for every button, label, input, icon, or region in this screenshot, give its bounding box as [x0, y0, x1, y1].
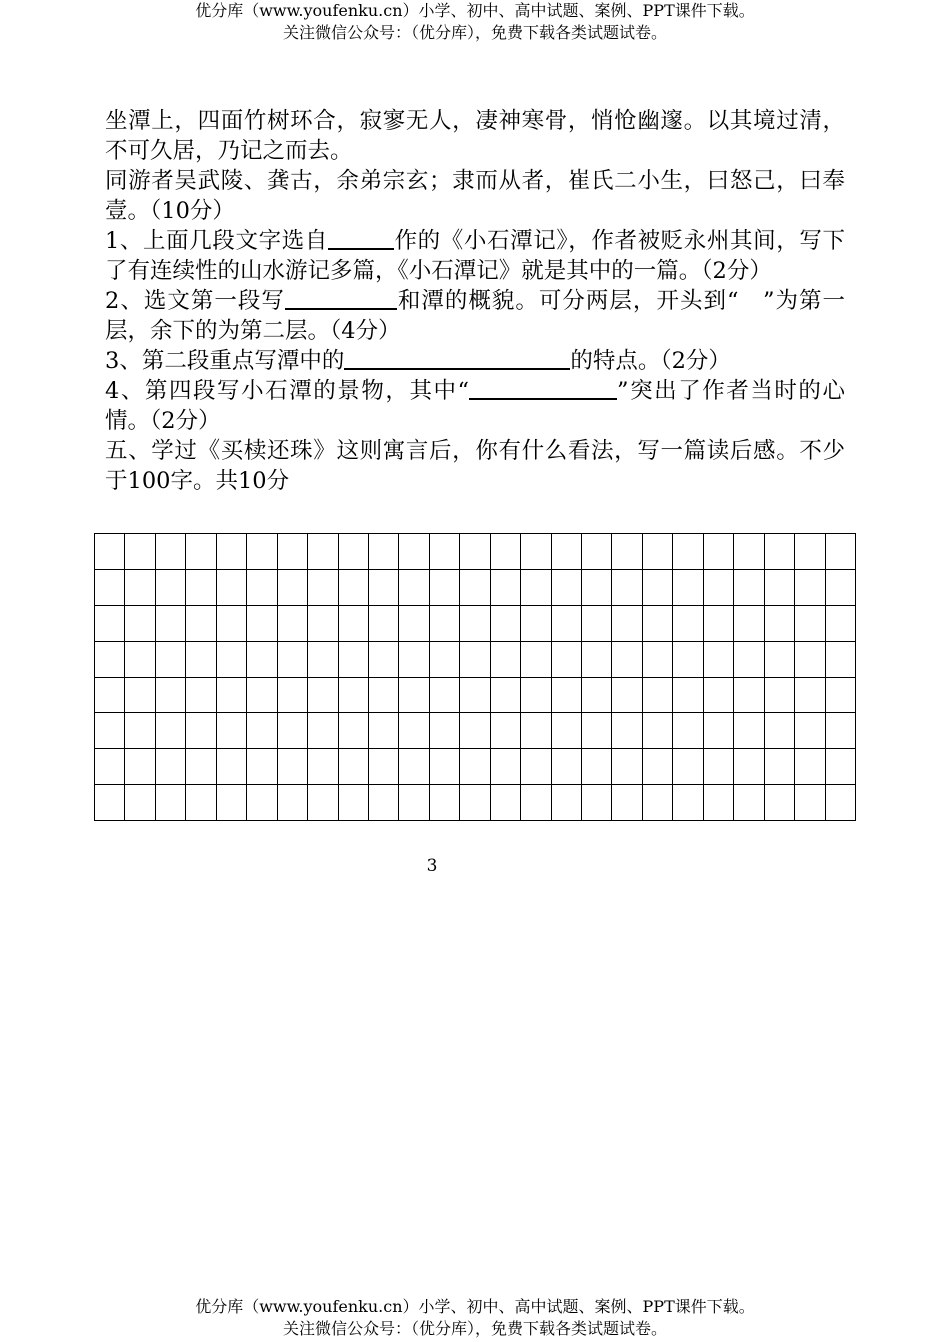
grid-cell[interactable] [460, 713, 490, 749]
grid-cell[interactable] [551, 569, 581, 605]
grid-cell[interactable] [673, 677, 703, 713]
grid-cell[interactable] [247, 713, 277, 749]
grid-cell[interactable] [612, 749, 642, 785]
grid-cell[interactable] [490, 713, 520, 749]
grid-cell[interactable] [764, 677, 794, 713]
grid-cell[interactable] [703, 785, 733, 821]
grid-cell[interactable] [582, 534, 612, 570]
grid-cell[interactable] [155, 534, 185, 570]
grid-cell[interactable] [155, 785, 185, 821]
grid-cell[interactable] [673, 534, 703, 570]
grid-cell[interactable] [582, 605, 612, 641]
grid-cell[interactable] [582, 677, 612, 713]
grid-cell[interactable] [155, 749, 185, 785]
grid-cell[interactable] [490, 677, 520, 713]
grid-cell[interactable] [703, 605, 733, 641]
grid-cell[interactable] [186, 749, 216, 785]
passage-paragraph-1: 坐潭上，四面竹树环合，寂寥无人，凄神寒骨，悄怆幽邃。以其境过清，不可久居，乃记之而去。 [105, 108, 845, 164]
header-line-1: 优分库（www.youfenku.cn）小学、初中、高中试题、案例、PPT课件下载。 [195, 1, 755, 20]
answer-blank-2[interactable] [285, 286, 397, 310]
grid-cell[interactable] [551, 677, 581, 713]
grid-cell[interactable] [216, 569, 246, 605]
grid-cell[interactable] [155, 605, 185, 641]
question-4 [105, 376, 845, 436]
grid-cell[interactable] [764, 713, 794, 749]
grid-cell[interactable] [642, 605, 672, 641]
grid-cell[interactable] [308, 713, 338, 749]
grid-cell[interactable] [825, 749, 856, 785]
grid-cell[interactable] [277, 713, 307, 749]
answer-blank-4[interactable] [469, 376, 617, 400]
grid-cell[interactable] [612, 713, 642, 749]
grid-cell[interactable] [734, 569, 764, 605]
grid-cell[interactable] [551, 749, 581, 785]
grid-cell[interactable] [764, 605, 794, 641]
grid-cell[interactable] [703, 713, 733, 749]
grid-cell[interactable] [521, 785, 551, 821]
question-4-text-a: 4、第四段写小石潭的景物，其中“ [105, 378, 470, 404]
grid-cell[interactable] [368, 605, 398, 641]
grid-cell[interactable] [125, 749, 155, 785]
grid-cell[interactable] [125, 569, 155, 605]
grid-cell[interactable] [216, 605, 246, 641]
grid-cell[interactable] [582, 641, 612, 677]
grid-cell[interactable] [216, 785, 246, 821]
grid-cell[interactable] [642, 785, 672, 821]
grid-cell[interactable] [795, 749, 825, 785]
grid-cell[interactable] [95, 569, 125, 605]
grid-cell[interactable] [521, 641, 551, 677]
question-3 [105, 346, 845, 376]
grid-cell[interactable] [612, 677, 642, 713]
grid-cell[interactable] [429, 785, 459, 821]
footer-line-1: 优分库（www.youfenku.cn）小学、初中、高中试题、案例、PPT课件下载。 [195, 1297, 755, 1316]
grid-cell[interactable] [734, 641, 764, 677]
grid-cell[interactable] [734, 713, 764, 749]
grid-cell[interactable] [95, 749, 125, 785]
grid-cell[interactable] [612, 785, 642, 821]
grid-cell[interactable] [795, 605, 825, 641]
grid-cell[interactable] [521, 569, 551, 605]
grid-cell[interactable] [703, 569, 733, 605]
grid-cell[interactable] [399, 677, 429, 713]
grid-cell[interactable] [825, 641, 856, 677]
grid-cell[interactable] [825, 569, 856, 605]
grid-cell[interactable] [521, 749, 551, 785]
grid-cell[interactable] [216, 677, 246, 713]
grid-cell[interactable] [216, 749, 246, 785]
grid-cell[interactable] [308, 534, 338, 570]
grid-cell[interactable] [399, 641, 429, 677]
grid-cell[interactable] [551, 605, 581, 641]
grid-cell[interactable] [460, 569, 490, 605]
grid-cell[interactable] [490, 641, 520, 677]
grid-cell[interactable] [490, 749, 520, 785]
grid-cell[interactable] [247, 569, 277, 605]
grid-cell[interactable] [764, 569, 794, 605]
grid-cell[interactable] [338, 605, 368, 641]
grid-cell[interactable] [673, 749, 703, 785]
grid-cell[interactable] [247, 749, 277, 785]
answer-blank-1[interactable] [328, 226, 394, 250]
grid-cell[interactable] [216, 641, 246, 677]
answer-blank-3[interactable] [344, 346, 570, 370]
grid-cell[interactable] [186, 641, 216, 677]
grid-cell[interactable] [612, 605, 642, 641]
grid-cell[interactable] [95, 713, 125, 749]
page-number: 3 [426, 856, 438, 876]
grid-cell[interactable] [95, 605, 125, 641]
grid-cell[interactable] [642, 534, 672, 570]
grid-cell[interactable] [582, 569, 612, 605]
grid-cell[interactable] [308, 749, 338, 785]
grid-cell[interactable] [308, 569, 338, 605]
grid-cell[interactable] [490, 785, 520, 821]
writing-grid[interactable] [94, 533, 856, 821]
footer-line-2: 关注微信公众号：（优分库），免费下载各类试题试卷。 [282, 1319, 667, 1338]
grid-cell[interactable] [429, 677, 459, 713]
grid-cell[interactable] [764, 641, 794, 677]
question-3-text-b: 的特点。（2分） [570, 348, 731, 374]
grid-cell[interactable] [825, 605, 856, 641]
question-4-text-b: ”突出了作者当时的心情。（2分） [105, 378, 845, 434]
grid-cell[interactable] [551, 641, 581, 677]
page-footer [0, 1296, 950, 1340]
grid-cell[interactable] [825, 713, 856, 749]
grid-cell[interactable] [521, 605, 551, 641]
grid-cell[interactable] [521, 713, 551, 749]
question-2 [105, 286, 845, 346]
grid-cell[interactable] [460, 785, 490, 821]
grid-cell[interactable] [612, 569, 642, 605]
grid-cell[interactable] [338, 713, 368, 749]
grid-cell[interactable] [308, 641, 338, 677]
grid-cell[interactable] [399, 534, 429, 570]
grid-cell[interactable] [673, 713, 703, 749]
grid-row [95, 749, 856, 785]
grid-cell[interactable] [460, 641, 490, 677]
grid-cell[interactable] [186, 605, 216, 641]
grid-cell[interactable] [582, 785, 612, 821]
grid-cell[interactable] [399, 605, 429, 641]
grid-cell[interactable] [673, 641, 703, 677]
grid-cell[interactable] [490, 569, 520, 605]
grid-cell[interactable] [125, 785, 155, 821]
grid-cell[interactable] [703, 534, 733, 570]
grid-cell[interactable] [460, 677, 490, 713]
grid-cell[interactable] [582, 749, 612, 785]
grid-cell[interactable] [673, 785, 703, 821]
grid-cell[interactable] [551, 534, 581, 570]
grid-cell[interactable] [612, 641, 642, 677]
grid-cell[interactable] [795, 569, 825, 605]
exam-content [105, 106, 845, 496]
grid-cell[interactable] [764, 785, 794, 821]
grid-cell[interactable] [338, 677, 368, 713]
grid-cell[interactable] [795, 534, 825, 570]
grid-cell[interactable] [795, 785, 825, 821]
grid-cell[interactable] [125, 534, 155, 570]
grid-cell[interactable] [764, 534, 794, 570]
grid-cell[interactable] [186, 534, 216, 570]
grid-cell[interactable] [247, 641, 277, 677]
grid-cell[interactable] [277, 534, 307, 570]
grid-row [95, 569, 856, 605]
grid-cell[interactable] [308, 785, 338, 821]
grid-cell[interactable] [734, 749, 764, 785]
grid-cell[interactable] [338, 641, 368, 677]
grid-cell[interactable] [429, 749, 459, 785]
grid-cell[interactable] [308, 677, 338, 713]
grid-cell[interactable] [216, 713, 246, 749]
grid-cell[interactable] [795, 641, 825, 677]
grid-cell[interactable] [277, 569, 307, 605]
grid-cell[interactable] [673, 605, 703, 641]
page-header [0, 0, 950, 44]
grid-cell[interactable] [125, 713, 155, 749]
grid-cell[interactable] [308, 605, 338, 641]
question-1-text-b: 作的《小石潭记》，作者被贬永州其间，写下了有连续性的山水游记多篇，《小石潭记》就是其中的一篇。（2分） [105, 228, 845, 284]
grid-cell[interactable] [734, 785, 764, 821]
grid-cell[interactable] [368, 641, 398, 677]
question-2-text-a: 2、选文第一段写 [105, 288, 285, 314]
grid-cell[interactable] [338, 534, 368, 570]
grid-cell[interactable] [95, 534, 125, 570]
grid-cell[interactable] [551, 785, 581, 821]
question-1-text-a: 1、上面几段文字选自 [105, 228, 328, 254]
grid-cell[interactable] [155, 569, 185, 605]
question-2-text-b: 和潭的概貌。可分两层，开头到“ ”为第一层，余下的为第二层。（4分） [105, 288, 845, 344]
grid-cell[interactable] [399, 713, 429, 749]
grid-cell[interactable] [368, 749, 398, 785]
question-3-text-a: 3、第二段重点写潭中的 [105, 348, 345, 374]
grid-cell[interactable] [368, 569, 398, 605]
grid-cell[interactable] [460, 605, 490, 641]
grid-row [95, 785, 856, 821]
grid-cell[interactable] [429, 605, 459, 641]
grid-cell[interactable] [582, 713, 612, 749]
grid-cell[interactable] [95, 641, 125, 677]
grid-row [95, 605, 856, 641]
grid-cell[interactable] [429, 641, 459, 677]
grid-cell[interactable] [612, 534, 642, 570]
grid-cell[interactable] [703, 749, 733, 785]
grid-cell[interactable] [186, 677, 216, 713]
grid-cell[interactable] [429, 713, 459, 749]
grid-cell[interactable] [490, 534, 520, 570]
grid-cell[interactable] [155, 677, 185, 713]
grid-cell[interactable] [642, 569, 672, 605]
grid-cell[interactable] [734, 677, 764, 713]
passage-paragraph-2: 同游者吴武陵、龚古，余弟宗玄；隶而从者，崔氏二小生，曰怒己，曰奉壹。（10分） [105, 168, 845, 224]
grid-cell[interactable] [521, 534, 551, 570]
grid-cell[interactable] [734, 605, 764, 641]
header-line-2: 关注微信公众号：（优分库），免费下载各类试题试卷。 [282, 23, 667, 42]
grid-cell[interactable] [338, 785, 368, 821]
grid-cell[interactable] [125, 641, 155, 677]
grid-cell[interactable] [673, 569, 703, 605]
grid-cell[interactable] [277, 641, 307, 677]
grid-cell[interactable] [703, 641, 733, 677]
grid-cell[interactable] [186, 785, 216, 821]
grid-cell[interactable] [642, 641, 672, 677]
grid-cell[interactable] [703, 677, 733, 713]
grid-cell[interactable] [125, 677, 155, 713]
grid-cell[interactable] [247, 785, 277, 821]
grid-cell[interactable] [551, 713, 581, 749]
grid-cell[interactable] [247, 677, 277, 713]
grid-cell[interactable] [399, 785, 429, 821]
grid-cell[interactable] [368, 785, 398, 821]
grid-cell[interactable] [399, 569, 429, 605]
grid-cell[interactable] [186, 713, 216, 749]
grid-cell[interactable] [825, 534, 856, 570]
grid-cell[interactable] [825, 677, 856, 713]
grid-cell[interactable] [490, 605, 520, 641]
grid-cell[interactable] [795, 677, 825, 713]
grid-cell[interactable] [247, 534, 277, 570]
grid-cell[interactable] [795, 713, 825, 749]
grid-cell[interactable] [277, 785, 307, 821]
grid-cell[interactable] [277, 605, 307, 641]
grid-cell[interactable] [642, 713, 672, 749]
grid-cell[interactable] [429, 534, 459, 570]
grid-cell[interactable] [368, 677, 398, 713]
grid-cell[interactable] [155, 713, 185, 749]
grid-cell[interactable] [642, 749, 672, 785]
grid-cell[interactable] [277, 677, 307, 713]
grid-cell[interactable] [368, 713, 398, 749]
grid-row [95, 677, 856, 713]
grid-cell[interactable] [764, 749, 794, 785]
question-5: 五、学过《买椟还珠》这则寓言后，你有什么看法，写一篇读后感。不少于100字。共10分 [105, 438, 845, 494]
grid-cell[interactable] [155, 641, 185, 677]
grid-cell[interactable] [277, 749, 307, 785]
grid-cell[interactable] [368, 534, 398, 570]
grid-cell[interactable] [642, 677, 672, 713]
grid-row [95, 534, 856, 570]
grid-cell[interactable] [399, 749, 429, 785]
grid-cell[interactable] [186, 569, 216, 605]
grid-cell[interactable] [125, 605, 155, 641]
grid-cell[interactable] [247, 605, 277, 641]
grid-cell[interactable] [338, 569, 368, 605]
grid-cell[interactable] [95, 785, 125, 821]
grid-cell[interactable] [429, 569, 459, 605]
grid-cell[interactable] [460, 534, 490, 570]
grid-cell[interactable] [734, 534, 764, 570]
grid-cell[interactable] [338, 749, 368, 785]
grid-cell[interactable] [521, 677, 551, 713]
grid-row [95, 641, 856, 677]
grid-cell[interactable] [216, 534, 246, 570]
grid-cell[interactable] [460, 749, 490, 785]
question-1 [105, 226, 845, 286]
grid-cell[interactable] [95, 677, 125, 713]
grid-row [95, 713, 856, 749]
grid-cell[interactable] [825, 785, 856, 821]
